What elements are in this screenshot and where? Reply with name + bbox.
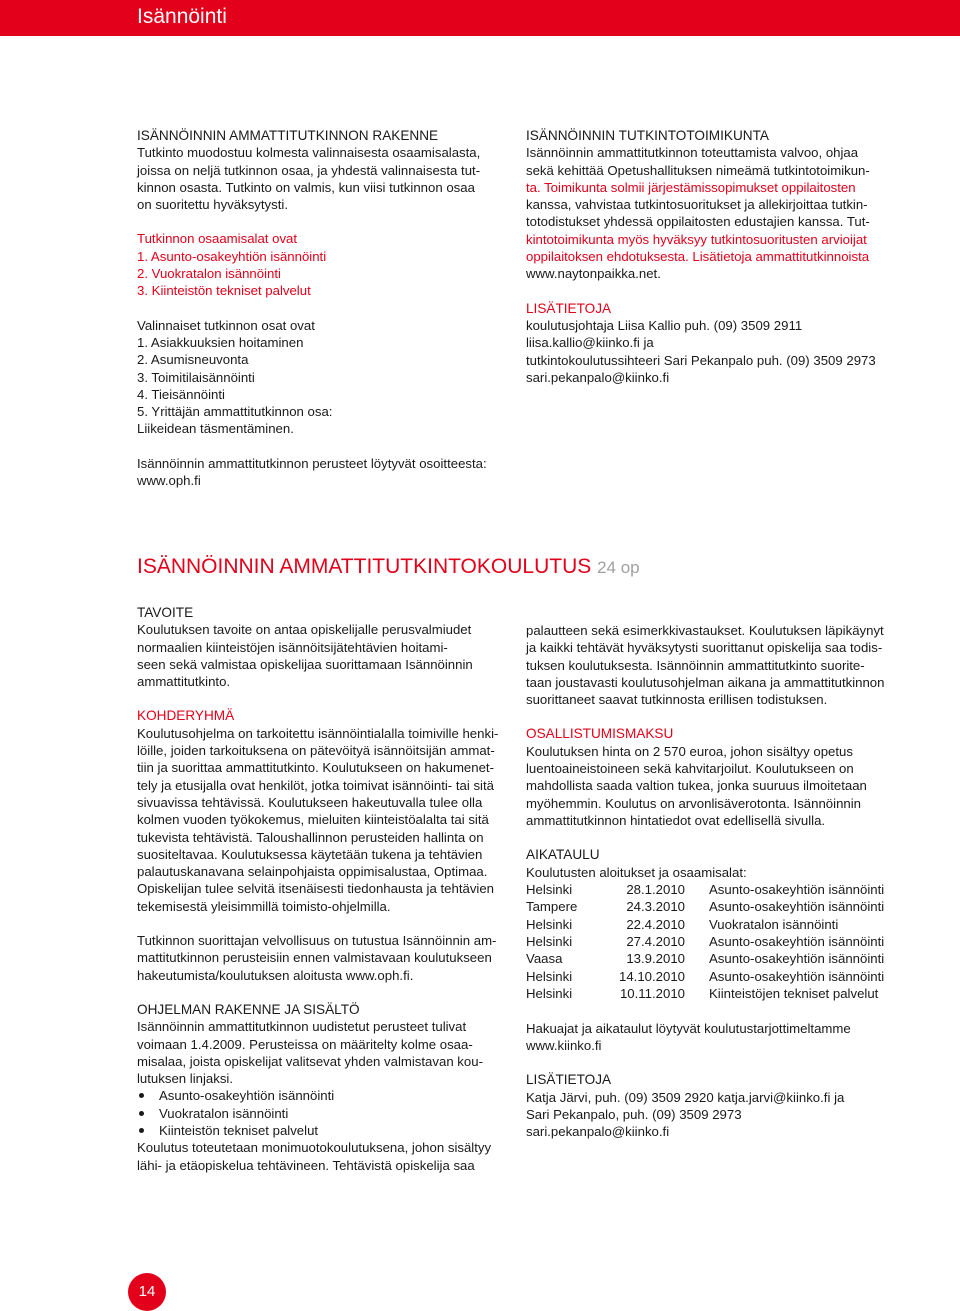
- structure-section: [137, 127, 507, 489]
- schedule-date: 14.10.2010: [618, 968, 685, 984]
- valinnaiset-heading: Valinnaiset tutkinnon osat ovat: [137, 317, 315, 333]
- training-left-column: [137, 604, 504, 1174]
- contact-line: Katja Järvi, puh. (09) 3509 2920 katja.jarvi@kiinko.fi ja: [526, 1089, 845, 1105]
- schedule-area: Asunto-osakeyhtiön isännöinti: [709, 951, 885, 967]
- schedule-area: Asunto-osakeyhtiön isännöinti: [709, 934, 885, 950]
- kohderyhma-line: Opiskelijan tulee selvitä itsenäisesti tiedonhausta ja tehtävien: [137, 881, 495, 897]
- kohderyhma-line: tely ja etusijalla ovat henkilöt, jotka toimivat isännöinti- tai sitä: [137, 777, 494, 793]
- contact-email[interactable]: liisa.kallio@kiinko.fi ja: [526, 335, 654, 351]
- list-item: 2. Vuokratalon isännöinti: [137, 266, 281, 282]
- contact-line: tutkintokoulutussihteeri Sari Pekanpalo puh. (09) 3509 2973: [526, 352, 876, 368]
- schedule-city: Helsinki: [526, 881, 573, 897]
- schedule-date: 27.4.2010: [626, 934, 685, 950]
- schedule-city: Vaasa: [526, 951, 563, 967]
- contact-line: koulutusjohtaja Liisa Kallio puh. (09) 3509 2911: [526, 317, 803, 333]
- list-item: 1. Asiakkuuksien hoitaminen: [137, 334, 304, 350]
- maksu-line: ammattitutkinnon hintatiedot ovat edellisellä sivulla.: [526, 812, 826, 828]
- page-title: Isännöinti: [137, 5, 227, 28]
- kohderyhma-line: tukevista tehtävistä. Taloushallinnon perusteiden hallinta on: [137, 829, 484, 845]
- schedule-city: Helsinki: [526, 934, 573, 950]
- kohderyhma-line: palautuskanavana selainpohjaista oppimisalustaa, Optimaa.: [137, 864, 488, 880]
- hakuajat-link[interactable]: www.kiinko.fi: [526, 1038, 602, 1053]
- ohjelma-line: voimaan 1.4.2009. Perusteissa on määritelty kolme osaa-: [137, 1036, 473, 1052]
- structure-heading: ISÄNNÖINNIN AMMATTITUTKINNON RAKENNE: [137, 128, 439, 143]
- cont-line: ja kaikki tehtävät hyväksytysti suorittanut opiskelija saa todis-: [526, 640, 883, 656]
- committee-link[interactable]: www.naytonpaikka.net.: [526, 266, 661, 282]
- maksu-heading: OSALLISTUMISMAKSU: [526, 726, 674, 742]
- committee-line: kanssa, vahvistaa tutkintosuoritukset ja allekirjoittaa tutkin-: [526, 197, 868, 213]
- schedule-date: 10.11.2010: [619, 986, 685, 1002]
- main-heading-title: ISÄNNÖINNIN AMMATTITUTKINTOKOULUTUS: [137, 555, 592, 578]
- committee-heading: ISÄNNÖINNIN TUTKINTOTOIMIKUNTA: [526, 128, 769, 143]
- kohderyhma-line: kolmen vuoden työkokemus, mieluiten kiinteistöalalta tai sitä: [137, 812, 489, 828]
- hakuajat-line: Hakuajat ja aikataulut löytyvät koulutustarjottimeltamme: [526, 1020, 851, 1036]
- ohjelma-line: Isännöinnin ammattitutkinnon uudistetut perusteet tulivat: [137, 1019, 467, 1035]
- velvollisuus-line: mattitutkinnon perusteisiin ennen valmistavaan koulutukseen: [137, 950, 492, 966]
- bullet-item: Vuokratalon isännöinti: [137, 1105, 504, 1122]
- structure-intro-line: Tutkinto muodostuu kolmesta valinnaisesta osaamisalasta,: [137, 145, 481, 161]
- aikataulu-heading: AIKATAULU: [526, 847, 600, 863]
- training-right-column: [526, 622, 894, 1140]
- bullet-item: Kiinteistön tekniset palvelut: [137, 1122, 504, 1139]
- perusteet-line: Isännöinnin ammattitutkinnon perusteet löytyvät osoitteesta:: [137, 455, 487, 471]
- table-row: [526, 898, 884, 915]
- kohderyhma-line: tekemisestä yleisimmillä toimisto-ohjelmilla.: [137, 898, 391, 914]
- list-item: 3. Toimitilaisännöinti: [137, 369, 255, 385]
- table-row: [526, 916, 884, 933]
- perusteet-link[interactable]: www.oph.fi: [137, 473, 201, 489]
- committee-line: oppilaitoksen ehdotuksesta. Lisätietoja ammattitutkinnoista: [526, 249, 870, 265]
- schedule-table: [526, 881, 884, 1003]
- ohjelma-heading: OHJELMAN RAKENNE JA SISÄLTÖ: [137, 1001, 360, 1017]
- main-heading: [137, 553, 640, 582]
- schedule-city: Helsinki: [526, 986, 573, 1002]
- kohderyhma-line: sivuavissa tehtävissä. Koulutukseen hakeutuvalla tulee olla: [137, 794, 483, 810]
- header-bar: [0, 0, 960, 36]
- maksu-line: mahdollista saada valtion tukea, jonka suuruus ilmoitetaan: [526, 778, 867, 794]
- schedule-city: Tampere: [526, 899, 578, 915]
- structure-intro-line: kinnon osasta. Tutkinto on valmis, kun viisi tutkinnon osaa: [137, 179, 475, 195]
- kohderyhma-heading: KOHDERYHMÄ: [137, 708, 235, 724]
- lisatietoja-heading: LISÄTIETOJA: [526, 1072, 612, 1088]
- maksu-body: [526, 743, 894, 829]
- committee-section: [526, 127, 906, 386]
- list-item: 4. Tieisännöinti: [137, 386, 225, 402]
- aloitukset-heading: Koulutusten aloitukset ja osaamisalat:: [526, 864, 747, 880]
- schedule-area: Asunto-osakeyhtiön isännöinti: [709, 899, 885, 915]
- table-row: [526, 933, 884, 950]
- toteutus-line: lähi- ja etäopiskelua tehtävineen. Tehtävistä opiskelija saa: [137, 1157, 475, 1173]
- schedule-city: Helsinki: [526, 916, 573, 932]
- maksu-line: myöhemmin. Koulutus on arvonlisäverotonta. Isännöinnin: [526, 795, 862, 811]
- committee-info-heading: LISÄTIETOJA: [526, 300, 612, 316]
- velvollisuus-line: hakeutumista/koulutuksen aloitusta www.oph.fi.: [137, 967, 414, 983]
- kohderyhma-line: Koulutusohjelma on tarkoitettu isännöintialalla toimiville henki-: [137, 725, 499, 741]
- tavoite-line: ammattitutkinto.: [137, 674, 231, 690]
- maksu-line: Koulutuksen hinta on 2 570 euroa, johon sisältyy opetus: [526, 743, 853, 759]
- list-item: Liikeidean täsmentäminen.: [137, 421, 294, 437]
- cont-line: palautteen sekä esimerkkivastaukset. Koulutuksen läpikäynyt: [526, 623, 884, 638]
- cont-line: taan joustavasti koulutusohjelman aikana ja ammattitutkinnon: [526, 674, 885, 690]
- list-item: 1. Asunto-osakeyhtiön isännöinti: [137, 248, 327, 264]
- ohjelma-line: lutuksen linjaksi.: [137, 1071, 234, 1087]
- schedule-date: 22.4.2010: [626, 916, 685, 932]
- schedule-city: Helsinki: [526, 968, 573, 984]
- table-row: [526, 985, 884, 1002]
- contact-email[interactable]: sari.pekanpalo@kiinko.fi: [526, 1124, 670, 1140]
- structure-intro-line: on suoritettu hyväksytysti.: [137, 197, 288, 213]
- schedule-date: 24.3.2010: [626, 899, 685, 915]
- tavoite-line: normaalien kiinteistöjen isännöitsijätehtävien hoitami-: [137, 639, 448, 655]
- velvollisuus-line: Tutkinnon suorittajan velvollisuus on tutustua Isännöinnin am-: [137, 933, 497, 949]
- contact-line: Sari Pekanpalo, puh. (09) 3509 2973: [526, 1106, 742, 1122]
- kohderyhma-line: tiin ja suorittaa ammattitutkinto. Koulutukseen on hakumenet-: [137, 760, 494, 776]
- osaamisalat-heading: Tutkinnon osaamisalat ovat: [137, 231, 298, 247]
- list-item: 3. Kiinteistön tekniset palvelut: [137, 283, 311, 299]
- table-row: [526, 881, 884, 898]
- committee-line: sekä kehittää Opetushallituksen nimeämä tutkintotoimikun-: [526, 162, 870, 178]
- kohderyhma-line: suositeltavaa. Koulutuksessa käytetään tukena ja tehtävien: [137, 846, 483, 862]
- tavoite-line: Koulutuksen tavoite on antaa opiskelijalle perusvalmiudet: [137, 622, 472, 638]
- schedule-date: 28.1.2010: [626, 881, 685, 897]
- table-row: [526, 968, 884, 985]
- tavoite-line: seen sekä valmistaa opiskelijaa suorittamaan Isännöinnin: [137, 656, 473, 672]
- osaamisalat-list: [137, 248, 507, 300]
- committee-line: Isännöinnin ammattitutkinnon toteuttamista valvoo, ohjaa: [526, 145, 859, 161]
- list-item: 2. Asumisneuvonta: [137, 352, 249, 368]
- kohderyhma-line: löille, joiden tarkoituksena on pätevöityä isännöitsijän ammat-: [137, 743, 495, 759]
- table-row: [526, 950, 884, 967]
- tavoite-heading: TAVOITE: [137, 605, 194, 620]
- maksu-line: luentoaineistoineen sekä kahvitarjoilut. Koulutukseen on: [526, 761, 854, 777]
- committee-line: totodistukset yhdessä oppilaitosten edustajien kanssa. Tut-: [526, 214, 870, 230]
- ohjelma-line: misalaa, joista opiskelijat valitsevat yhden valmistavan kou-: [137, 1053, 483, 1069]
- committee-line: kintotoimikunta myös hyväksyy tutkintosuoritusten arvioijat: [526, 231, 867, 247]
- cont-line: suorittaneet saavat tutkinnosta erillisen todistuksen.: [526, 692, 828, 708]
- bullet-item: Asunto-osakeyhtiön isännöinti: [137, 1087, 504, 1104]
- page-number: 14: [128, 1273, 166, 1311]
- ohjelma-bullet-list: [137, 1087, 504, 1139]
- schedule-area: Kiinteistöjen tekniset palvelut: [709, 986, 879, 1002]
- schedule-area: Vuokratalon isännöinti: [709, 916, 839, 932]
- committee-line: ta. Toimikunta solmii järjestämissopimukset oppilaitosten: [526, 179, 856, 195]
- toteutus-line: Koulutus toteutetaan monimuotokoulutuksena, johon sisältyy: [137, 1140, 492, 1156]
- schedule-area: Asunto-osakeyhtiön isännöinti: [709, 881, 885, 897]
- structure-intro-line: joissa on neljä tutkinnon osaa, ja yhdestä valinnaisesta tut-: [137, 162, 481, 178]
- main-heading-credits: 24 op: [597, 558, 640, 577]
- cont-line: tuksen koulutuksesta. Isännöinnin ammattitutkinto suorite-: [526, 657, 865, 673]
- schedule-area: Asunto-osakeyhtiön isännöinti: [709, 968, 885, 984]
- list-item: 5. Yrittäjän ammattitutkinnon osa:: [137, 404, 333, 420]
- contact-email[interactable]: sari.pekanpalo@kiinko.fi: [526, 369, 670, 385]
- schedule-date: 13.9.2010: [626, 951, 685, 967]
- valinnaiset-list: [137, 334, 507, 438]
